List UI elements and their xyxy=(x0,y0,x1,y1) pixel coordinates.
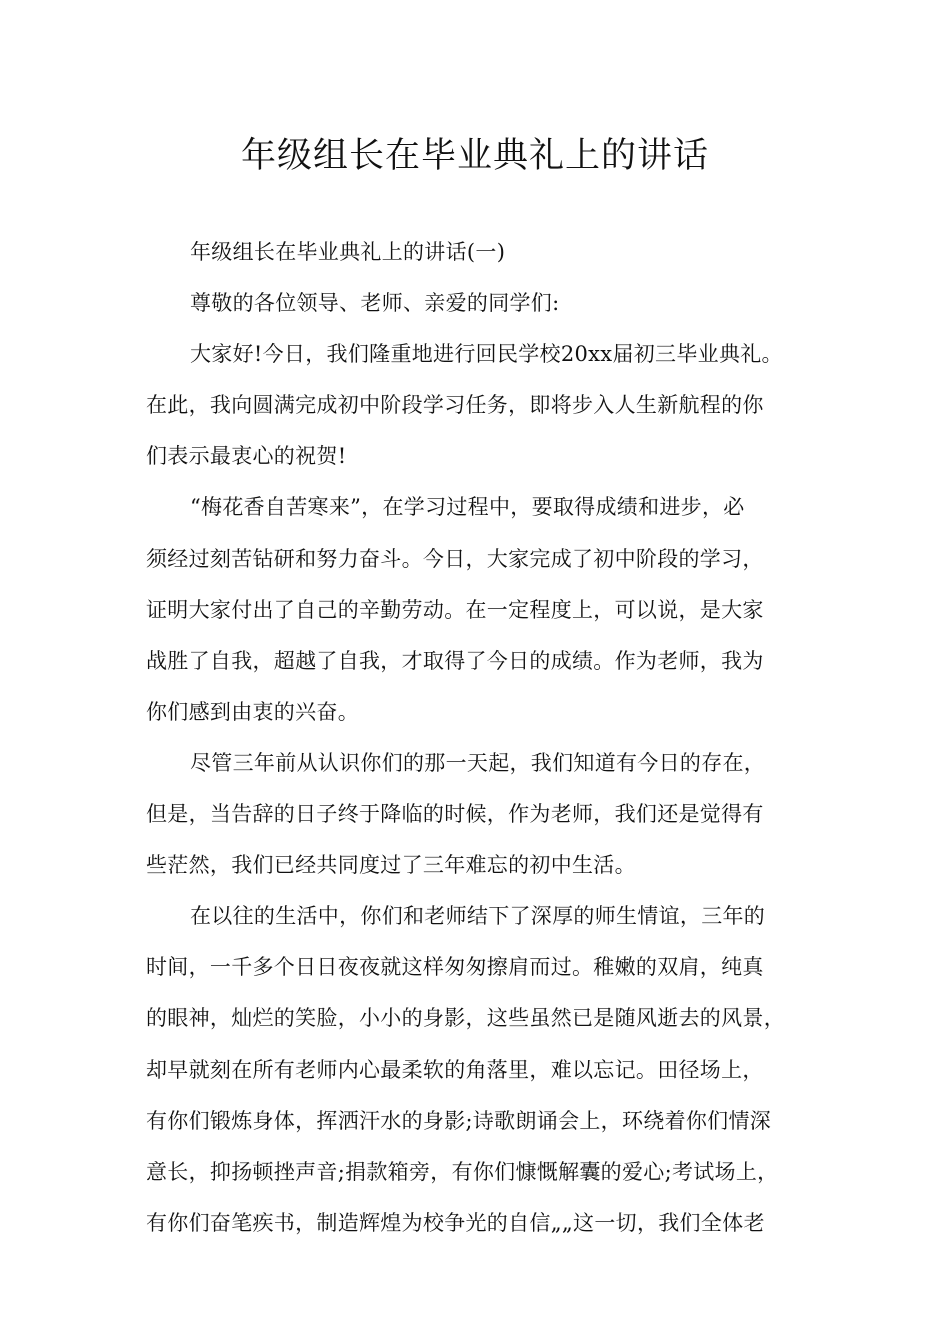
text-line: 意长，抑扬顿挫声音;捐款箱旁，有你们慷慨解囊的爱心;考试场上， xyxy=(146,1159,779,1184)
text-line: 些茫然，我们已经共同度过了三年难忘的初中生活。 xyxy=(146,853,636,878)
text-line: 年级组长在毕业典礼上的讲话(一) xyxy=(190,240,506,264)
text-line: 的眼神，灿烂的笑脸，小小的身影，这些虽然已是随风逝去的风景， xyxy=(146,1006,785,1031)
text-line: 时间，一千多个日日夜夜就这样匆匆擦肩而过。稚嫩的双肩，纯真 xyxy=(146,955,764,980)
text-line: 有你们锻炼身体，挥洒汗水的身影;诗歌朗诵会上，环绕着你们情深 xyxy=(146,1108,772,1133)
text-line: 尊敬的各位领导、老师、亲爱的同学们: xyxy=(190,291,560,316)
text-line: 尽管三年前从认识你们的那一天起，我们知道有今日的存在， xyxy=(190,750,766,775)
document-body xyxy=(146,230,836,1252)
text-line: 须经过刻苦钻研和努力奋斗。今日，大家完成了初中阶段的学习， xyxy=(146,546,764,571)
text-line: 们表示最衷心的祝贺! xyxy=(146,444,347,469)
document-title: 年级组长在毕业典礼上的讲话 xyxy=(240,136,709,176)
text-line: 在此，我向圆满完成初中阶段学习任务，即将步入人生新航程的你 xyxy=(146,393,764,418)
text-line: 却早就刻在所有老师内心最柔软的角落里，难以忘记。田径场上， xyxy=(146,1057,764,1082)
text-line: 大家好!今日，我们隆重地进行回民学校20xx届初三毕业典礼。 xyxy=(190,342,783,367)
text-line: 在以往的生活中，你们和老师结下了深厚的师生情谊，三年的 xyxy=(190,904,766,929)
text-line: “梅花香自苦寒来”，在学习过程中，要取得成绩和进步，必 xyxy=(190,495,745,520)
text-line: 证明大家付出了自己的辛勤劳动。在一定程度上，可以说，是大家 xyxy=(146,597,764,622)
text-line: 你们感到由衷的兴奋。 xyxy=(146,699,359,724)
text-line: 有你们奋笔疾书，制造辉煌为校争光的自信„„这一切，我们全体老 xyxy=(146,1210,765,1235)
text-line: 但是，当告辞的日子终于降临的时候，作为老师，我们还是觉得有 xyxy=(146,802,764,827)
text-line: 战胜了自我，超越了自我，才取得了今日的成绩。作为老师，我为 xyxy=(146,648,764,673)
